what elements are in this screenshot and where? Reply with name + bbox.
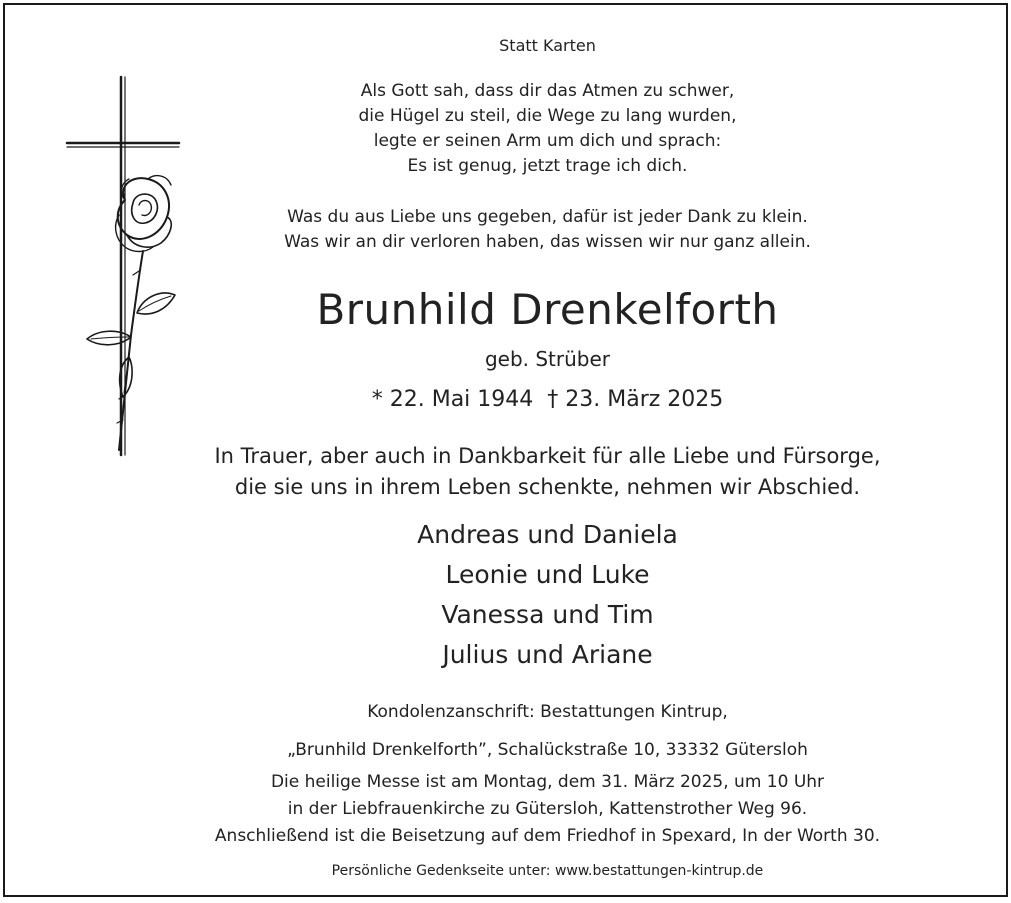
family-member: Vanessa und Tim xyxy=(441,600,654,629)
family-list xyxy=(45,515,1011,675)
poem-line: die Hügel zu steil, die Wege zu lang wurden, xyxy=(358,106,737,126)
poem-line: Es ist genug, jetzt trage ich dich. xyxy=(407,156,688,176)
condolence-address xyxy=(45,693,1011,769)
mourning-line: die sie uns in ihrem Leben schenkte, nehmen wir Abschied. xyxy=(234,475,861,499)
verse-line: Was wir an dir verloren haben, das wissen wir nur ganz allein. xyxy=(284,232,811,252)
deceased-name: Brunhild Drenkelforth xyxy=(316,285,779,334)
verse-line: Was du aus Liebe uns gegeben, dafür ist jeder Dank zu klein. xyxy=(287,207,808,227)
memorial-link[interactable]: Persönliche Gedenkseite unter: www.bestattungen-kintrup.de xyxy=(331,863,764,879)
obituary-card xyxy=(3,3,1008,897)
condolence-line: Kondolenzanschrift: Bestattungen Kintrup, xyxy=(367,702,728,722)
poem-line: Als Gott sah, dass dir das Atmen zu schwer, xyxy=(360,81,735,101)
mourning-line: In Trauer, aber auch in Dankbarkeit für alle Liebe und Fürsorge, xyxy=(214,444,881,468)
poem xyxy=(45,79,1011,179)
family-member: Leonie und Luke xyxy=(445,560,650,589)
condolence-line: „Brunhild Drenkelforth”, Schalückstraße 10, 33332 Gütersloh xyxy=(287,740,808,760)
family-member: Julius und Ariane xyxy=(442,640,653,669)
life-dates: * 22. Mai 1944 † 23. März 2025 xyxy=(371,387,724,412)
service-line: Die heilige Messe ist am Montag, dem 31. März 2025, um 10 Uhr xyxy=(270,772,825,792)
statt-karten: Statt Karten xyxy=(499,36,596,55)
mourning-text xyxy=(45,441,1011,503)
poem-line: legte er seinen Arm um dich und sprach: xyxy=(373,131,722,151)
service-line: Anschließend ist die Beisetzung auf dem Friedhof in Spexard, In der Worth 30. xyxy=(214,826,881,846)
service-line: in der Liebfrauenkirche zu Gütersloh, Kattenstrother Weg 96. xyxy=(287,799,808,819)
family-member: Andreas und Daniela xyxy=(417,520,678,549)
verse xyxy=(45,205,1011,255)
service-info xyxy=(45,769,1011,850)
birth-name: geb. Strüber xyxy=(484,347,611,371)
